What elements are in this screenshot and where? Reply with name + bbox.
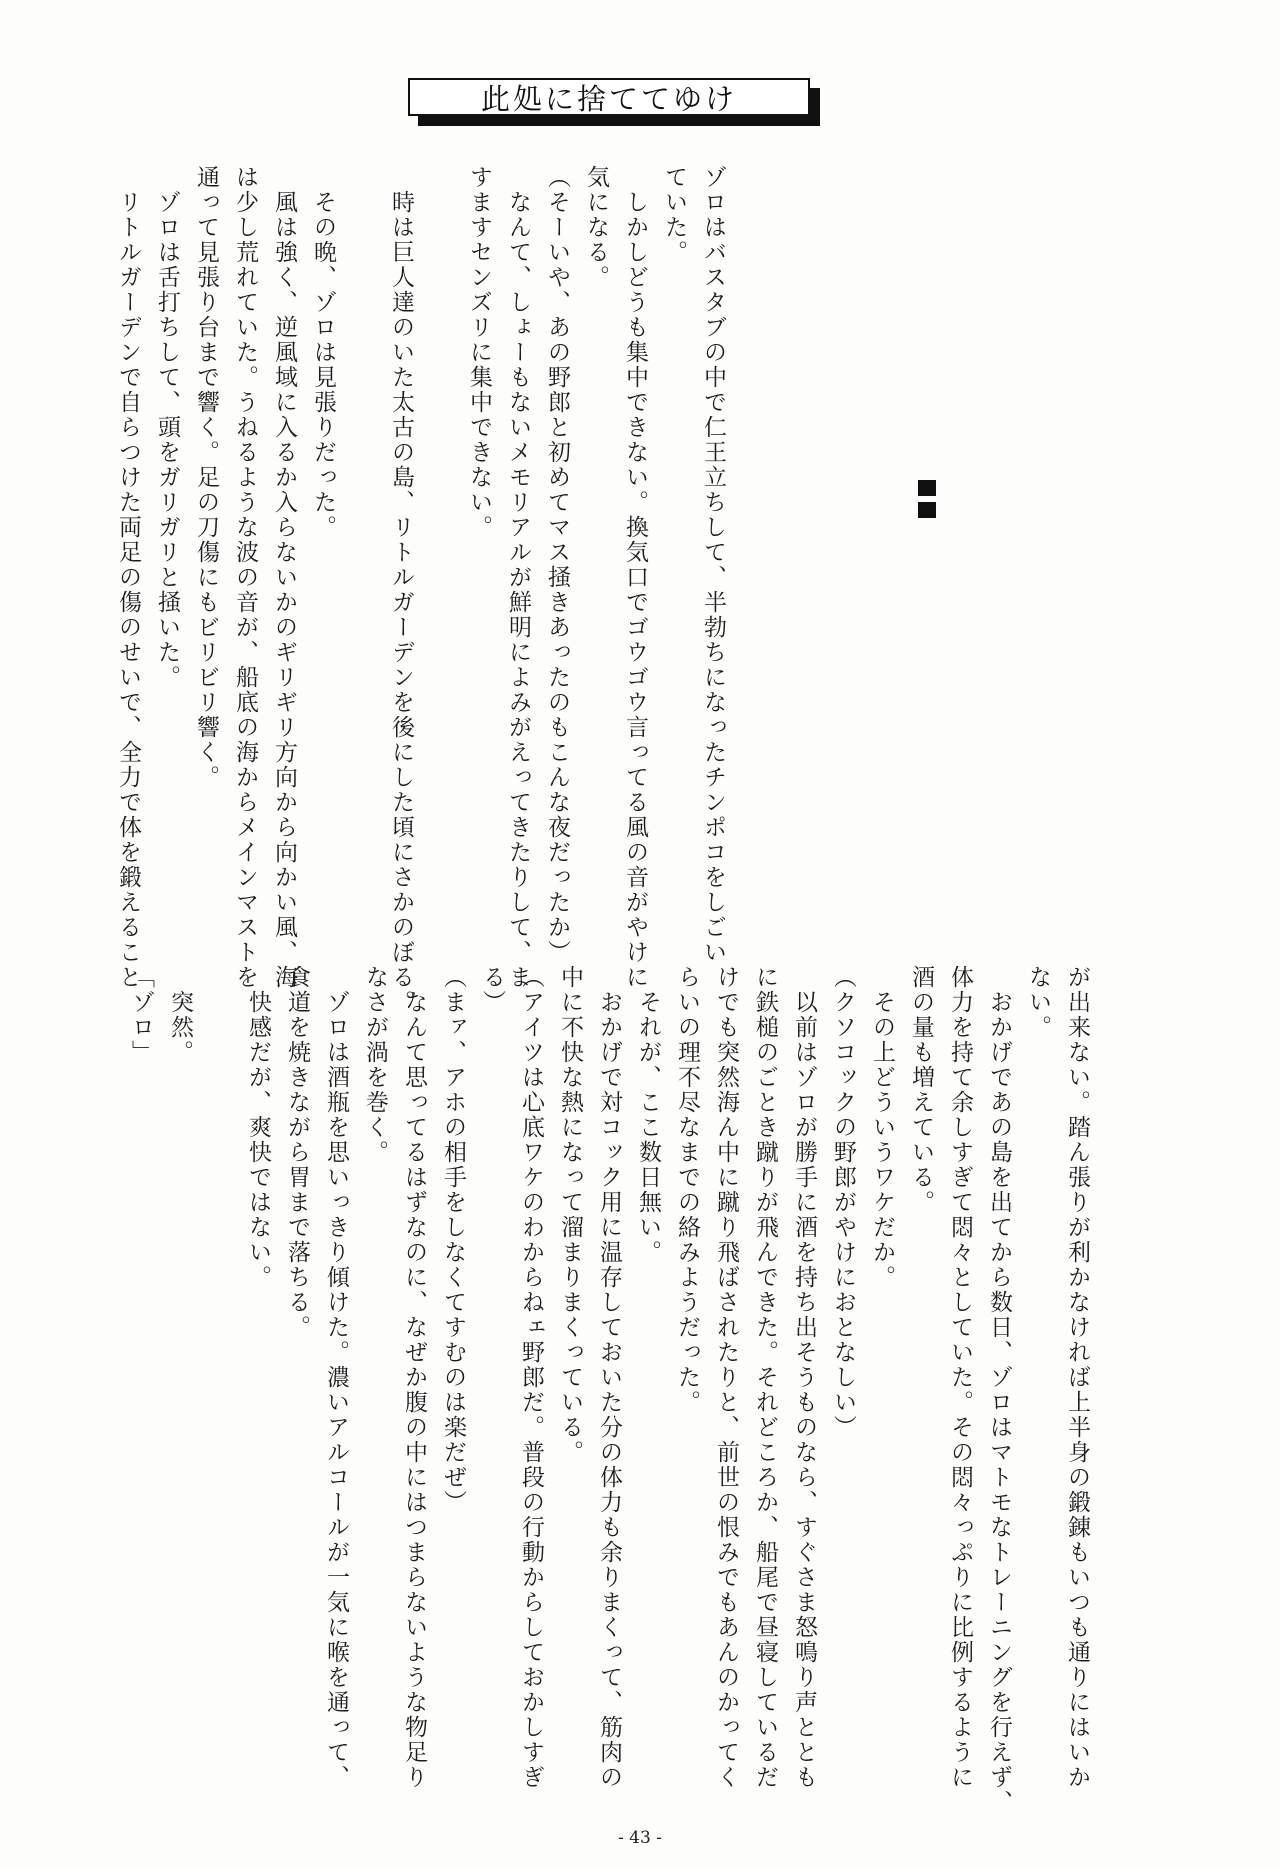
text-line: 体力を持て余しすぎて悶々としていた。その悶々っぷりに比例するように [947, 965, 973, 1790]
section-divider [916, 480, 938, 524]
text-line: その晩、ゾロは見張りだった。 [310, 165, 336, 540]
text-line: その上どういうワケだか。 [869, 965, 895, 1290]
text-line: る） [479, 965, 505, 1015]
text-line: 風は強く、逆風域に入るか入らないかのギリギリ方向から向かい風、海 [271, 165, 297, 990]
text-line: 快感だが、爽快ではない。 [245, 965, 271, 1290]
text-line: 通って見張り台まで響く。足の刀傷にもビリビリ響く。 [193, 165, 219, 790]
text-line: 食道を焼きながら胃まで落ちる。 [284, 965, 310, 1340]
text-line: （そーいや、あの野郎と初めてマス掻きあったのもこんな夜だったか） [544, 165, 570, 965]
text-line: （クソコックの野郎がやけにおとなしい） [830, 965, 856, 1440]
blank-line [342, 165, 381, 925]
text-line: は少し荒れていた。うねるような波の音が、船底の海からメインマストを [232, 165, 258, 990]
text-line: おかげであの島を出てから数日、ゾロはマトモなトレーニングを行えず、 [986, 965, 1012, 1815]
text-line: 気になる。 [583, 165, 609, 290]
text-line: 「ゾロ」 [128, 965, 154, 1065]
text-line: ゾロは舌打ちして、頭をガリガリと掻いた。 [154, 165, 180, 690]
text-line: 突然。 [167, 965, 193, 1065]
page-number: - 43 - [618, 1828, 662, 1848]
text-line: おかげで対コック用に温存しておいた分の体力も余りまくって、筋肉の [596, 965, 622, 1790]
text-line: 時は巨人達のいた太古の島、リトルガーデンを後にした頃にさかのぼる。 [388, 165, 414, 1015]
text-line: ていた。 [661, 165, 687, 265]
text-line: すますセンズリに集中できない。 [466, 165, 492, 540]
divider-square [918, 480, 936, 496]
divider-square [918, 502, 936, 518]
text-line: リトルガーデンで自らつけた両足の傷のせいで、全力で体を鍛えること [115, 165, 141, 990]
text-line: しかしどうも集中できない。換気口でゴウゴウ言ってる風の音がやけに [622, 165, 648, 990]
chapter-title: 此処に捨ててゆけ [408, 78, 810, 116]
text-line: それが、ここ数日無い。 [635, 965, 661, 1265]
text-line: （まァ、アホの相手をしなくてすむのは楽だぜ） [440, 965, 466, 1515]
text-line: が出来ない。踏ん張りが利かなければ上半身の鍛錬もいつも通りにはいか [1064, 965, 1090, 1790]
text-line: ゾロは酒瓶を思いっきり傾けた。濃いアルコールが一気に喉を通って、 [323, 965, 349, 1790]
text-line: に鉄槌のごとき蹴りが飛んできた。それどころか、船尾で昼寝しているだ [752, 965, 778, 1790]
blank-line [420, 165, 459, 925]
text-line: 酒の量も増えている。 [908, 965, 934, 1215]
blank-line [199, 965, 238, 1745]
text-line: けでも突然海ん中に蹴り飛ばされたりと、前世の恨みでもあんのかってく [713, 965, 739, 1790]
lower-text-block [121, 965, 1096, 1815]
chapter-title-banner [408, 78, 820, 122]
text-line: なんて、しょーもないメモリアルが鮮明によみがえってきたりして、ま [505, 165, 531, 990]
text-line: （アイツは心底ワケのわからねェ野郎だ。普段の行動からしておかしすぎ [518, 965, 544, 1790]
text-line: なんて思ってるはずなのに、なぜか腹の中にはつまらないような物足り [401, 965, 427, 1790]
text-line: らいの理不尽なまでの絡みようだった。 [674, 965, 700, 1415]
text-line: ゾロはバスタブの中で仁王立ちして、半勃ちになったチンポコをしごい [700, 165, 726, 965]
text-line: 以前はゾロが勝手に酒を持ち出そうものなら、すぐさま怒鳴り声ととも [791, 965, 817, 1790]
text-line: なさが渦を巻く。 [362, 965, 388, 1165]
text-line: ない。 [1025, 965, 1051, 1040]
text-line: 中に不快な熱になって溜まりまくっている。 [557, 965, 583, 1465]
